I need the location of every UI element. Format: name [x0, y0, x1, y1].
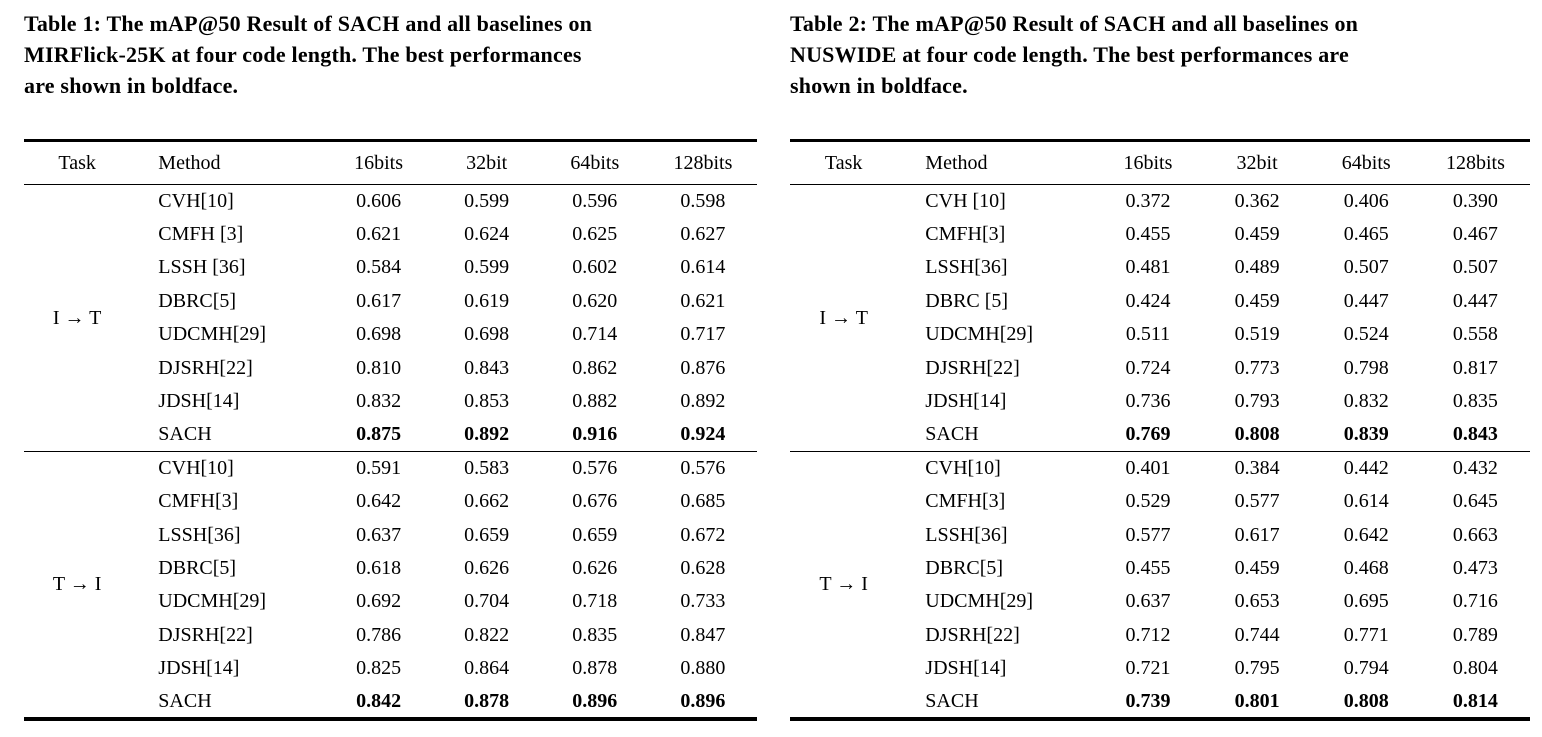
table-1-body: [24, 185, 757, 719]
value-cell: 0.653: [1234, 590, 1280, 613]
table-row: [24, 251, 757, 284]
value-cell: 0.455: [1125, 223, 1171, 246]
header-cell-128bits: 128bits: [1421, 141, 1530, 185]
value-cell: 0.606: [356, 189, 402, 212]
table-row: [790, 685, 1530, 718]
method-cell: CVH[10]: [158, 189, 234, 212]
header-cell-task: Task: [790, 141, 897, 185]
value-cell: 0.602: [572, 256, 618, 279]
caption-line: Table 1: The mAP@50 Result of SACH and all baselines on: [24, 11, 593, 36]
value-cell: 0.712: [1125, 623, 1171, 646]
value-cell: 0.384: [1203, 452, 1312, 485]
value-cell: 0.880: [680, 657, 726, 680]
table-row: [24, 452, 757, 485]
table-row: [24, 385, 757, 418]
value-cell: 0.481: [1125, 256, 1171, 279]
caption-line: shown in boldface.: [790, 73, 968, 98]
value-cell: 0.447: [1343, 289, 1389, 312]
value-cell: 0.892: [680, 390, 726, 413]
value-cell: 0.599: [464, 256, 510, 279]
table-row: [24, 685, 757, 718]
header-cell-32bit: 32bit: [1203, 141, 1312, 185]
value-cell: 0.468: [1343, 556, 1389, 579]
method-cell: JDSH[14]: [158, 390, 240, 413]
header-cell-method: Method: [897, 141, 1093, 185]
value-cell: 0.663: [1452, 523, 1498, 546]
value-cell: 0.786: [356, 623, 402, 646]
value-cell: 0.814: [1452, 689, 1498, 712]
table-row: [790, 619, 1530, 652]
value-cell: 0.832: [1343, 390, 1389, 413]
table-1-header: [24, 141, 757, 185]
table-row: [24, 552, 757, 585]
value-cell: 0.896: [572, 689, 618, 712]
value-cell: 0.676: [572, 490, 618, 513]
table-row: [790, 318, 1530, 351]
table-row: [790, 452, 1530, 485]
method-cell: CVH[10]: [130, 452, 324, 485]
table-2-caption: [790, 8, 1530, 103]
value-cell: 0.896: [680, 689, 726, 712]
header-cell-32bit: 32bit: [433, 141, 541, 185]
value-cell: 0.843: [464, 356, 510, 379]
value-cell: 0.714: [572, 323, 618, 346]
method-cell: SACH: [158, 423, 212, 446]
value-cell: 0.810: [356, 356, 402, 379]
value-cell: 0.628: [680, 556, 726, 579]
method-cell: DJSRH[22]: [925, 356, 1020, 379]
value-cell: 0.362: [1234, 189, 1280, 212]
header-cell-128bits: 128bits: [649, 141, 757, 185]
table-1-panel: [24, 8, 757, 721]
table-1-caption: [24, 8, 757, 103]
value-cell: 0.577: [1125, 523, 1171, 546]
table-row: [790, 351, 1530, 384]
value-cell: 0.583: [433, 452, 541, 485]
method-cell: UDCMH[29]: [158, 590, 267, 613]
value-cell: 0.744: [1234, 623, 1280, 646]
value-cell: 0.704: [464, 590, 510, 613]
task-cell: T → I: [24, 452, 130, 719]
value-cell: 0.577: [1234, 490, 1280, 513]
value-cell: 0.614: [1343, 490, 1389, 513]
value-cell: 0.659: [464, 523, 510, 546]
method-cell: SACH: [158, 689, 212, 712]
method-cell: SACH: [925, 689, 979, 712]
value-cell: 0.724: [1125, 356, 1171, 379]
table-2: [790, 139, 1530, 721]
value-cell: 0.459: [1234, 289, 1280, 312]
value-cell: 0.839: [1343, 423, 1389, 446]
value-cell: 0.876: [680, 356, 726, 379]
value-cell: 0.662: [464, 490, 510, 513]
value-cell: 0.882: [572, 390, 618, 413]
header-cell-64bits: 64bits: [1312, 141, 1421, 185]
value-cell: 0.524: [1343, 323, 1389, 346]
header-cell-task: Task: [24, 141, 130, 185]
value-cell: 0.637: [356, 523, 402, 546]
value-cell: 0.599: [464, 189, 510, 212]
value-cell: 0.507: [1343, 256, 1389, 279]
value-cell: 0.459: [1234, 223, 1280, 246]
value-cell: 0.716: [1452, 590, 1498, 613]
method-cell: CMFH[3]: [925, 223, 1006, 246]
value-cell: 0.637: [1125, 590, 1171, 613]
value-cell: 0.878: [572, 657, 618, 680]
value-cell: 0.695: [1343, 590, 1389, 613]
value-cell: 0.773: [1234, 356, 1280, 379]
value-cell: 0.875: [356, 423, 402, 446]
method-cell: UDCMH[29]: [925, 590, 1034, 613]
value-cell: 0.822: [464, 623, 510, 646]
value-cell: 0.698: [464, 323, 510, 346]
value-cell: 0.736: [1125, 390, 1171, 413]
value-cell: 0.659: [572, 523, 618, 546]
table-row: [790, 251, 1530, 284]
table-row: [24, 485, 757, 518]
value-cell: 0.624: [464, 223, 510, 246]
table-row: [790, 418, 1530, 451]
value-cell: 0.739: [1125, 689, 1171, 712]
value-cell: 0.459: [1234, 556, 1280, 579]
method-cell: LSSH [36]: [158, 256, 246, 279]
method-cell: CVH [10]: [925, 189, 1006, 212]
value-cell: 0.372: [1125, 189, 1171, 212]
table-row: [790, 585, 1530, 618]
caption-line: Table 2: The mAP@50 Result of SACH and all baselines on: [790, 11, 1359, 36]
value-cell: 0.825: [356, 657, 402, 680]
method-cell: CMFH[3]: [158, 490, 239, 513]
header-cell-16bits: 16bits: [1093, 141, 1202, 185]
table-row: [790, 218, 1530, 251]
method-cell: DBRC [5]: [925, 289, 1009, 312]
value-cell: 0.642: [1343, 523, 1389, 546]
value-cell: 0.390: [1452, 189, 1498, 212]
value-cell: 0.808: [1343, 689, 1389, 712]
method-cell: DBRC[5]: [158, 556, 237, 579]
value-cell: 0.432: [1421, 452, 1530, 485]
value-cell: 0.853: [464, 390, 510, 413]
table-2-panel: [790, 8, 1530, 721]
caption-line: are shown in boldface.: [24, 73, 239, 98]
value-cell: 0.625: [572, 223, 618, 246]
value-cell: 0.617: [1234, 523, 1280, 546]
value-cell: 0.771: [1343, 623, 1389, 646]
method-cell: DJSRH[22]: [158, 356, 253, 379]
value-cell: 0.721: [1125, 657, 1171, 680]
value-cell: 0.465: [1343, 223, 1389, 246]
value-cell: 0.862: [572, 356, 618, 379]
value-cell: 0.621: [680, 289, 726, 312]
value-cell: 0.878: [464, 689, 510, 712]
value-cell: 0.591: [325, 452, 433, 485]
caption-line: NUSWIDE at four code length. The best performances are: [790, 42, 1349, 67]
method-cell: LSSH[36]: [925, 256, 1008, 279]
value-cell: 0.794: [1343, 657, 1389, 680]
task-cell: I → T: [819, 306, 868, 329]
method-cell: CMFH[3]: [925, 490, 1006, 513]
value-cell: 0.795: [1234, 657, 1280, 680]
caption-line: MIRFlick-25K at four code length. The best performances: [24, 42, 582, 67]
value-cell: 0.442: [1312, 452, 1421, 485]
value-cell: 0.447: [1452, 289, 1498, 312]
value-cell: 0.558: [1452, 323, 1498, 346]
value-cell: 0.614: [680, 256, 726, 279]
table-row: [790, 552, 1530, 585]
method-cell: DJSRH[22]: [158, 623, 253, 646]
value-cell: 0.618: [356, 556, 402, 579]
method-cell: DJSRH[22]: [925, 623, 1020, 646]
value-cell: 0.916: [572, 423, 618, 446]
table-row: [790, 652, 1530, 685]
table-row: [790, 285, 1530, 318]
value-cell: 0.401: [1093, 452, 1202, 485]
header-cell-16bits: 16bits: [325, 141, 433, 185]
method-cell: LSSH[36]: [925, 523, 1008, 546]
value-cell: 0.473: [1452, 556, 1498, 579]
method-cell: CMFH [3]: [158, 223, 244, 246]
method-cell: UDCMH[29]: [925, 323, 1034, 346]
value-cell: 0.692: [356, 590, 402, 613]
value-cell: 0.621: [356, 223, 402, 246]
value-cell: 0.769: [1125, 423, 1171, 446]
value-cell: 0.424: [1125, 289, 1171, 312]
table-row: [24, 185, 757, 218]
table-row: [24, 418, 757, 451]
value-cell: 0.793: [1234, 390, 1280, 413]
header-cell-method: Method: [130, 141, 324, 185]
table-2-body: [790, 185, 1530, 719]
method-cell: DBRC[5]: [158, 289, 237, 312]
value-cell: 0.808: [1234, 423, 1280, 446]
value-cell: 0.619: [464, 289, 510, 312]
value-cell: 0.835: [1452, 390, 1498, 413]
table-row: [790, 485, 1530, 518]
value-cell: 0.598: [680, 189, 726, 212]
value-cell: 0.584: [356, 256, 402, 279]
value-cell: 0.507: [1452, 256, 1498, 279]
table-row: [24, 518, 757, 551]
value-cell: 0.519: [1234, 323, 1280, 346]
value-cell: 0.685: [680, 490, 726, 513]
value-cell: 0.847: [680, 623, 726, 646]
value-cell: 0.620: [572, 289, 618, 312]
table-row: [24, 285, 757, 318]
table-row: [24, 652, 757, 685]
value-cell: 0.489: [1234, 256, 1280, 279]
value-cell: 0.842: [356, 689, 402, 712]
task-cell: T → I: [790, 452, 897, 719]
value-cell: 0.804: [1452, 657, 1498, 680]
value-cell: 0.455: [1125, 556, 1171, 579]
table-row: [24, 351, 757, 384]
value-cell: 0.698: [356, 323, 402, 346]
value-cell: 0.626: [464, 556, 510, 579]
value-cell: 0.798: [1343, 356, 1389, 379]
method-cell: SACH: [925, 423, 979, 446]
table-1: [24, 139, 757, 721]
method-cell: JDSH[14]: [925, 657, 1007, 680]
method-cell: LSSH[36]: [158, 523, 241, 546]
value-cell: 0.843: [1452, 423, 1498, 446]
table-row: [24, 585, 757, 618]
value-cell: 0.645: [1452, 490, 1498, 513]
task-cell: I → T: [52, 306, 102, 329]
value-cell: 0.642: [356, 490, 402, 513]
method-cell: UDCMH[29]: [158, 323, 267, 346]
table-row: [24, 619, 757, 652]
value-cell: 0.596: [572, 189, 618, 212]
value-cell: 0.617: [356, 289, 402, 312]
table-2-header: [790, 141, 1530, 185]
value-cell: 0.864: [464, 657, 510, 680]
header-cell-64bits: 64bits: [541, 141, 649, 185]
value-cell: 0.733: [680, 590, 726, 613]
value-cell: 0.576: [649, 452, 757, 485]
value-cell: 0.626: [572, 556, 618, 579]
table-row: [790, 385, 1530, 418]
value-cell: 0.817: [1452, 356, 1498, 379]
table-row: [790, 518, 1530, 551]
value-cell: 0.789: [1452, 623, 1498, 646]
table-row: [790, 185, 1530, 218]
method-cell: CVH[10]: [897, 452, 1093, 485]
table-row: [24, 218, 757, 251]
value-cell: 0.832: [356, 390, 402, 413]
value-cell: 0.511: [1125, 323, 1171, 346]
value-cell: 0.627: [680, 223, 726, 246]
value-cell: 0.801: [1234, 689, 1280, 712]
table-row: [24, 318, 757, 351]
value-cell: 0.835: [572, 623, 618, 646]
value-cell: 0.672: [680, 523, 726, 546]
method-cell: JDSH[14]: [158, 657, 240, 680]
value-cell: 0.467: [1452, 223, 1498, 246]
method-cell: JDSH[14]: [925, 390, 1007, 413]
method-cell: DBRC[5]: [925, 556, 1004, 579]
value-cell: 0.576: [541, 452, 649, 485]
value-cell: 0.717: [680, 323, 726, 346]
value-cell: 0.718: [572, 590, 618, 613]
value-cell: 0.892: [464, 423, 510, 446]
value-cell: 0.406: [1343, 189, 1389, 212]
value-cell: 0.924: [680, 423, 726, 446]
value-cell: 0.529: [1125, 490, 1171, 513]
